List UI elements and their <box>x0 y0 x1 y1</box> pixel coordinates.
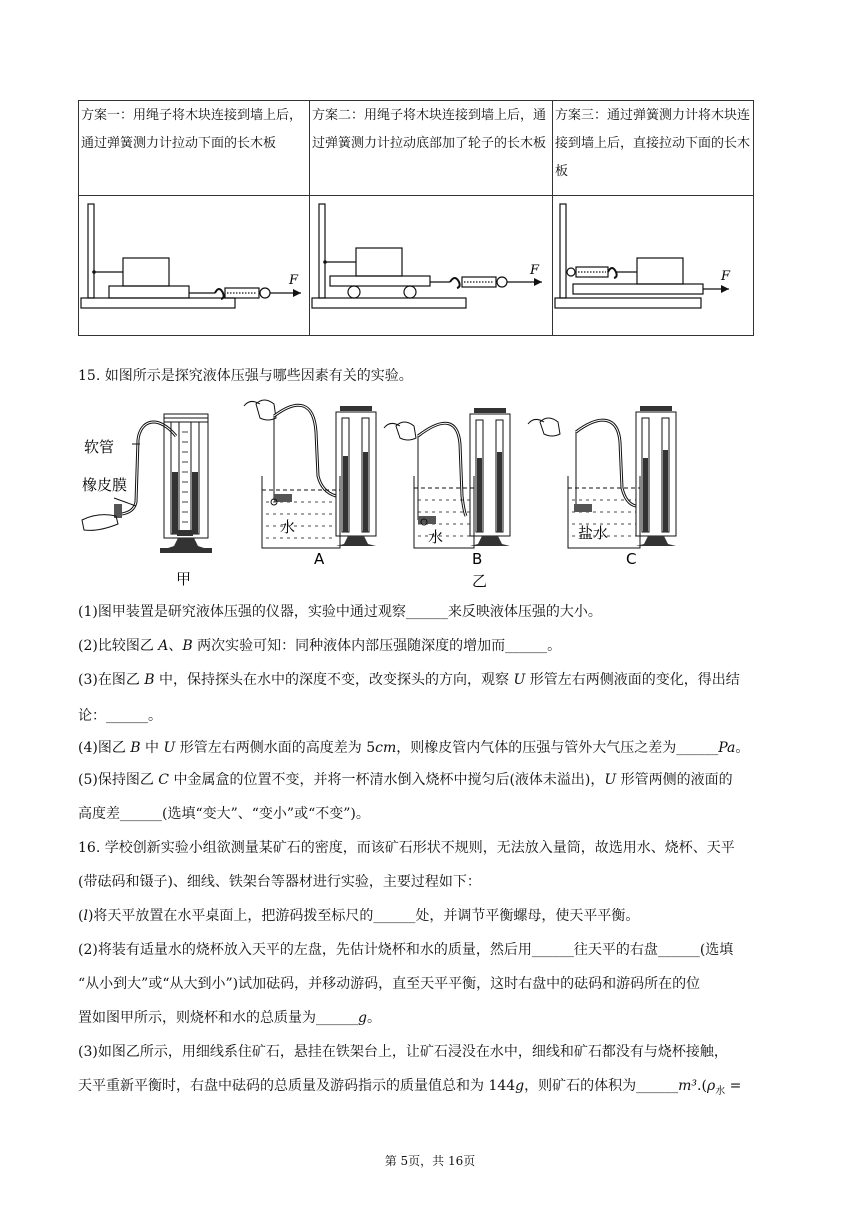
q15-part-3-cont: 论：______。 <box>78 708 162 724</box>
force-label: F <box>530 263 540 278</box>
page-footer: 第 5页，共 16页 <box>384 1154 476 1168</box>
plan-2-text: 方案二：用绳子将木块连接到墙上后，通过弹簧测力计拉动底部加了轮子的长木板 <box>310 101 553 196</box>
q16-part-1: (l)将天平放置在水平桌面上，把游码拨至标尺的______处，并调节平衡螺母，使天平平衡。 <box>78 908 640 924</box>
salt-water-label: 盐水 <box>578 524 609 542</box>
q15-stem: 15. 如图所示是探究液体压强与哪些因素有关的实验。 <box>78 368 413 384</box>
apparatus-c <box>528 406 676 568</box>
plan-2-figure-cell <box>310 196 553 336</box>
apparatus-a <box>244 400 376 568</box>
tube-label: 软管 <box>84 438 115 456</box>
q15-part-1: (1)图甲装置是研究液体压强的仪器，实验中通过观察______来反映液体压强的大小。 <box>78 604 602 620</box>
q16-line-1: 16. 学校创新实验小组欲测量某矿石的密度，而该矿石形状不规则，无法放入量筒，故选用水、烧杯、天平 <box>78 840 735 856</box>
apparatus-jia <box>82 414 212 588</box>
plan-1-figure-cell <box>79 196 310 336</box>
plan-2-diagram <box>310 196 552 324</box>
q16-part-3: (3)如图乙所示，用细线系住矿石，悬挂在铁架台上，让矿石浸没在水中，细线和矿石都没有与烧杯接触， <box>78 1044 728 1060</box>
plan-1-text: 方案一：用绳子将木块连接到墙上后，通过弹簧测力计拉动下面的长木板 <box>79 101 310 196</box>
yi-label: 乙 <box>472 572 488 590</box>
force-label: F <box>721 269 731 284</box>
membrane-label: 橡皮膜 <box>82 476 128 494</box>
q16-part-3-cont: 天平重新平衡时，右盘中砝码的总质量及游码指示的质量值总和为 144g，则矿石的体积为$\_\_\_\_\_\_m^3.(\rho_水$ = <box>78 1078 742 1097</box>
q15-part-2: (2)比较图乙 A、B 两次实验可知：同种液体内部压强随深度的增加而______。 <box>78 638 562 654</box>
q15-part-5-cont: 高度差______(选填“变大”、“变小”或“不变”)。 <box>78 806 370 822</box>
q16-part-2: (2)将装有适量水的烧杯放入天平的左盘，先估计烧杯和水的质量，然后用______往天平的右盘______(选填 <box>78 942 734 958</box>
q16-part-2-cont-2: 置如图甲所示，则烧杯和水的总质量为______g。 <box>78 1010 381 1026</box>
label-c: C <box>626 550 637 568</box>
q15-part-4: (4)图乙 B 中 U 形管左右两侧水面的高度差为 5cm，则橡皮管内气体的压强与管外大气压之差为______Pa。 <box>78 740 750 756</box>
jia-label: 甲 <box>176 570 192 588</box>
label-a: A <box>314 550 325 568</box>
water-label-a: 水 <box>280 518 296 536</box>
q15-part-5: (5)保持图乙 C 中金属盒的位置不变，并将一杯清水倒入烧杯中搅匀后(液体未溢出)，U 形管两侧的液面的 <box>78 772 733 788</box>
apparatus-b <box>384 408 510 590</box>
plan-1-diagram <box>79 196 309 324</box>
q16-line-2: (带砝码和镊子)、细线、铁架台等器材进行实验，主要过程如下： <box>78 874 481 890</box>
plans-table <box>78 100 754 336</box>
label-b: B <box>472 550 483 568</box>
plan-3-figure-cell <box>553 196 754 336</box>
plan-3-diagram <box>553 196 753 324</box>
q15-part-3: (3)在图乙 B 中，保持探头在水中的深度不变，改变探头的方向，观察 U 形管左右两侧液面的变化，得出结 <box>78 672 740 688</box>
q16-part-2-cont-1: “从小到大”或“从大到小”)试加砝码，并移动游码，直至天平平衡，这时右盘中的砝码和游码所在的位 <box>78 976 701 992</box>
water-label-b: 水 <box>428 528 444 546</box>
pressure-apparatus-figure <box>78 392 698 602</box>
force-label: F <box>289 273 299 288</box>
plan-3-text: 方案三：通过弹簧测力计将木块连接到墙上后，直接拉动下面的长木板 <box>553 101 754 196</box>
